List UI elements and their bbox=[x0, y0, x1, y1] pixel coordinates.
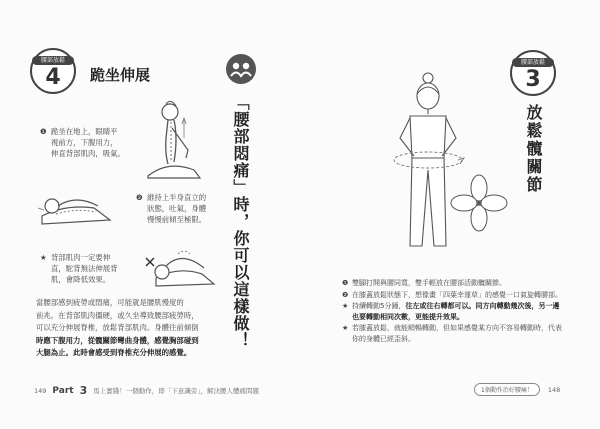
center-heading bbox=[230, 94, 250, 349]
step-label: 腰部放鬆 bbox=[512, 58, 554, 67]
right-instructions bbox=[342, 278, 562, 344]
leaning-forward-illustration bbox=[36, 186, 126, 231]
instruction-2: ❷ 在膝蓋放鬆狀態下，想像畫「四葉幸運草」的感覺一口氣旋轉腰部。 bbox=[342, 290, 562, 299]
hunched-back-illustration bbox=[138, 246, 228, 291]
instruction-note: ★ 背部肌肉一定要伸 直，駝背無法伸展背 肌，會降低效果。 bbox=[40, 253, 118, 284]
step-badge-right bbox=[510, 50, 556, 96]
page-number-right: 148 bbox=[547, 385, 561, 394]
four-leaf-clover-icon bbox=[448, 172, 510, 234]
hip-rotation-illustration bbox=[370, 66, 490, 266]
part-number: 3 bbox=[79, 384, 88, 397]
instruction-3: ★ 持續轉動5分鐘，往左或往右轉都可以。同方向轉動幾次後，另一邊也要轉動相同次數，更能提升效果。 bbox=[342, 302, 560, 321]
step-label: 腰部放鬆 bbox=[32, 56, 74, 65]
left-footer bbox=[34, 384, 259, 397]
book-tag: 1個動作治好腰痛！ bbox=[474, 383, 540, 396]
part-label: Part bbox=[52, 385, 74, 396]
heading-bracket-text: 「腰部悶痛」 bbox=[231, 94, 250, 196]
exercise-title: 跪坐伸展 bbox=[90, 66, 151, 84]
page-number-left: 149 bbox=[34, 386, 47, 395]
people-icon bbox=[226, 54, 256, 84]
step-number: 4 bbox=[45, 65, 61, 90]
exercise-title: 放鬆髖關節 bbox=[524, 104, 543, 194]
right-footer bbox=[474, 383, 560, 396]
instruction-1: ❶ 跪坐在地上，眼睛平 視前方，下腹用力， 伸直背部肌肉，吸氣。 bbox=[40, 127, 125, 158]
instruction-4: ★ 若膝蓋放鬆，就能順暢轉動，但如果感覺某方向不容易轉動時，代表你的身體已經歪斜。 bbox=[342, 324, 562, 343]
instruction-1: ❶ 雙腳打開與腰同寬，雙手輕放在腰部活動髖關節。 bbox=[342, 279, 506, 287]
heading-rest-text: 時，你可以這樣做！ bbox=[231, 196, 250, 349]
step-badge-left bbox=[30, 48, 76, 94]
kneeling-upright-illustration bbox=[138, 98, 218, 188]
chapter-title: 馬上實踐！一個動作，即「下意識旁」，解決腰人體痛問題 bbox=[93, 387, 259, 395]
step-number: 3 bbox=[525, 67, 541, 92]
body-paragraph: 當腰部感到疲勞或悶痛，可能就是腰肌慢度的 前兆。在背部肌肉僵硬，或久坐導致腰部疲勞時， 可以充分伸展脊椎，放鬆背部肌肉。身體往前傾倒 時應下腹用力，從髖關節彎曲身體，感覺胸部碰到 大腿為止。此時會感受到脊椎充分伸展的感覺。 bbox=[36, 298, 199, 357]
instruction-2: ❷ 維持上半身直立的 狀態，吐氣，身體 慢慢前傾至極限。 bbox=[136, 193, 207, 224]
right-page bbox=[300, 0, 600, 429]
